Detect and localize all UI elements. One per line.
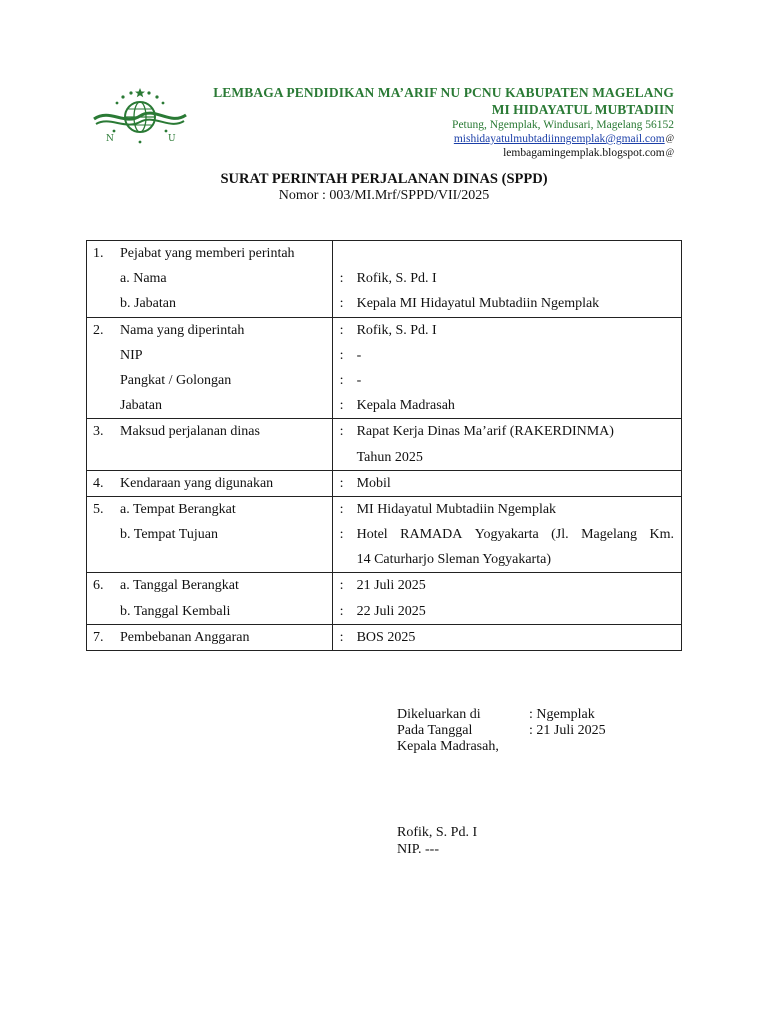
assignee-rank: - — [356, 372, 362, 388]
destination-place: Hotel RAMADA Yogyakarta (Jl. Magelang Km. — [356, 527, 674, 543]
table-row: 4. Kendaraan yang digunakan : Mobil — [87, 470, 682, 496]
sppd-table — [86, 240, 682, 651]
destination-place-cont: 14 Caturharjo Sleman Yogyakarta) — [356, 552, 551, 568]
issued-at-label: Dikeluarkan di — [397, 707, 481, 722]
row-sublabel: a. Nama — [120, 271, 167, 287]
signer-name: Rofik, S. Pd. I — [397, 825, 478, 840]
return-date: 22 Juli 2025 — [356, 603, 426, 619]
row1-label-cell — [87, 241, 333, 318]
date-value: : 21 Juli 2025 — [529, 723, 606, 738]
assignee-name: Rofik, S. Pd. I — [356, 322, 437, 338]
signer-block — [397, 824, 477, 858]
departure-place: MI Hidayatul Mubtadiin Ngemplak — [356, 501, 557, 517]
email-link[interactable]: mishidayatulmubtadiinngemplak@gmail.com — [453, 133, 665, 145]
table-row: 7. Pembebanan Anggaran : BOS 2025 — [87, 624, 682, 650]
issuer-name: Rofik, S. Pd. I — [356, 271, 437, 287]
row-sublabel: b. Jabatan — [120, 296, 176, 312]
trip-purpose-cont: Tahun 2025 — [356, 449, 423, 465]
email-at-icon: @ — [665, 133, 674, 143]
table-row — [87, 241, 682, 318]
date-label: Pada Tanggal — [397, 723, 473, 738]
row-number: 1. — [93, 246, 104, 261]
signer-nip: NIP. --- — [397, 842, 439, 857]
nu-logo — [90, 86, 190, 148]
assignee-position: Kepala Madrasah — [356, 398, 455, 414]
blog-at-icon: @ — [665, 147, 674, 157]
signer-position: Kepala Madrasah, — [397, 739, 499, 754]
table-row: 2. Nama yang diperintah NIP Pangkat / Golongan Jabatan : Rofik, S. Pd. I : - : - : Kepala Madrasah — [87, 317, 682, 419]
table-row: 6. a. Tanggal Berangkat b. Tanggal Kembali : 21 Juli 2025 : 22 Juli 2025 — [87, 573, 682, 624]
email-line — [213, 132, 674, 146]
school-address: Petung, Ngemplak, Windusari, Magelang 56152 — [452, 119, 674, 131]
document-number: Nomor : 003/MI.Mrf/SPPD/VII/2025 — [278, 188, 490, 203]
letterhead — [213, 84, 674, 160]
issuer-position: Kepala MI Hidayatul Mubtadiin Ngemplak — [356, 296, 600, 312]
row1-value-cell: : Rofik, S. Pd. I : Kepala MI Hidayatul Mubtadiin Ngemplak — [332, 241, 681, 318]
document-title: SURAT PERINTAH PERJALANAN DINAS (SPPD) — [220, 171, 548, 187]
table-row: 5. a. Tempat Berangkat b. Tempat Tujuan : MI Hidayatul Mubtadiin Ngemplak : Hotel RAMADA Yogyakarta (Jl. Magelang Km. 14 Caturharjo Sleman Yogyakarta) — [87, 496, 682, 573]
issued-at-value: : Ngemplak — [529, 707, 595, 722]
org-name: LEMBAGA PENDIDIKAN MA’ARIF NU PCNU KABUPATEN MAGELANG — [213, 85, 674, 100]
logo-letter-n: N — [106, 134, 114, 144]
logo-letter-u: U — [168, 134, 176, 144]
blog-line — [213, 146, 674, 160]
school-name: MI HIDAYATUL MUBTADIIN — [491, 102, 674, 117]
table-row: 3. Maksud perjalanan dinas : Rapat Kerja Dinas Ma’arif (RAKERDINMA) Tahun 2025 — [87, 419, 682, 470]
vehicle: Mobil — [356, 475, 391, 491]
budget-source: BOS 2025 — [356, 629, 416, 645]
assignee-nip: - — [356, 347, 362, 363]
row-label: Pejabat yang memberi perintah — [120, 246, 295, 261]
trip-purpose: Rapat Kerja Dinas Ma’arif (RAKERDINMA) — [356, 424, 614, 440]
blog-link[interactable]: lembagamingemplak.blogspot.com — [503, 147, 665, 159]
departure-date: 21 Juli 2025 — [356, 578, 426, 594]
